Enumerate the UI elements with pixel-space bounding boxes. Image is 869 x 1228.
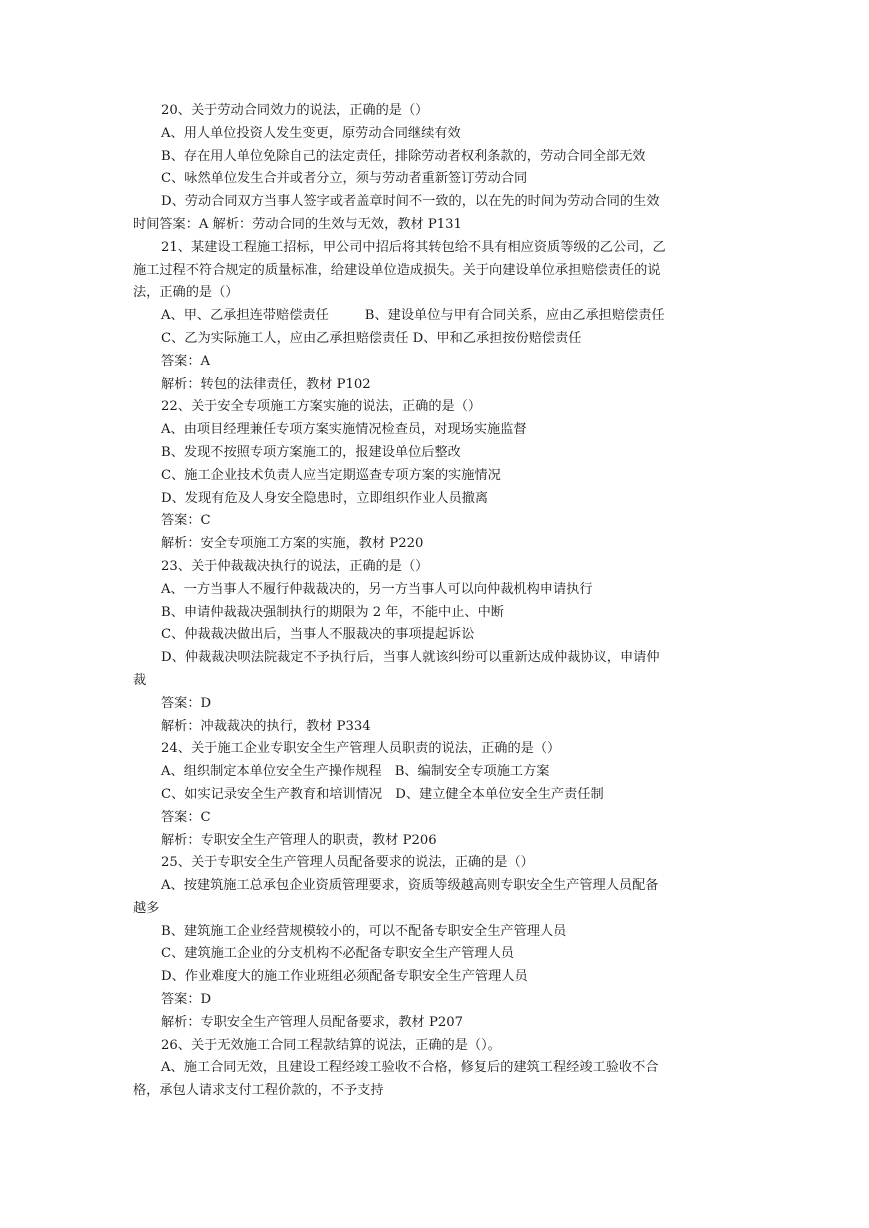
- text-line: [133, 533, 745, 556]
- text-segment: 26、关于无效施工合同工程款结算的说法，正确的是（）。: [161, 1037, 501, 1053]
- text-segment: C、乙为实际施工人，应由乙承担赔偿责任 D、甲和乙承担按份赔偿责任: [161, 330, 582, 346]
- text-line: [133, 168, 745, 191]
- text-segment: A、甲、乙承担连带赔偿责任: [161, 308, 329, 324]
- text-line: [133, 419, 745, 442]
- text-line: [133, 351, 745, 374]
- text-line: [133, 1035, 745, 1058]
- text-segment: B、发现不按照专项方案施工的，报建设单位后整改: [161, 444, 461, 460]
- text-line: [133, 807, 745, 830]
- text-segment: A、组织制定本单位安全生产操作规程 B、编制安全专项施工方案: [161, 764, 550, 780]
- text-line: [133, 761, 745, 784]
- text-segment: C、仲裁裁决做出后，当事人不服裁决的事项提起诉讼: [161, 627, 475, 643]
- text-line: [133, 556, 745, 579]
- text-segment: B、建设单位与甲有合同关系，应由乙承担赔偿责任: [364, 308, 665, 324]
- text-line: [133, 1057, 745, 1080]
- text-line: [133, 305, 745, 328]
- text-segment: 解析：专职安全生产管理人的职责，教材 P206: [161, 832, 437, 848]
- text-line: [133, 396, 745, 419]
- text-line: [133, 146, 745, 169]
- text-segment: C、施工企业技术负责人应当定期巡查专项方案的实施情况: [161, 467, 501, 483]
- text-line: [133, 830, 745, 853]
- text-line: [133, 579, 745, 602]
- text-segment: D、劳动合同双方当事人签字或者盖章时间不一致的，以在先的时间为劳动合同的生效: [161, 194, 660, 210]
- text-segment: B、申请仲裁裁决强制执行的期限为 2 年，不能中止、中断: [161, 604, 504, 620]
- text-segment: D、发现有危及人身安全隐患时，立即组织作业人员撤离: [161, 490, 489, 506]
- text-segment: 答案：D: [161, 695, 212, 711]
- text-segment: 答案：D: [161, 992, 212, 1008]
- text-segment: 裁: [133, 672, 147, 688]
- text-segment: 解析：安全专项施工方案的实施，教材 P220: [161, 536, 424, 552]
- text-segment: 21、某建设工程施工招标，甲公司中招后将其转包给不具有相应资质等级的乙公司，乙: [161, 239, 666, 255]
- text-line: [133, 1080, 745, 1103]
- text-line: [133, 328, 745, 351]
- text-segment: D、仲裁裁决呗法院裁定不予执行后，当事人就该纠纷可以重新达成仲裁协议，申请仲: [161, 650, 660, 666]
- text-line: [133, 282, 745, 305]
- text-line: [133, 214, 745, 237]
- text-line: [133, 442, 745, 465]
- text-line: [133, 693, 745, 716]
- text-line: [133, 966, 745, 989]
- text-segment: C、建筑施工企业的分支机构不必配备专职安全生产管理人员: [161, 946, 514, 962]
- document-page: [133, 100, 745, 1103]
- text-segment: 24、关于施工企业专职安全生产管理人员职责的说法，正确的是（）: [161, 741, 561, 757]
- text-segment: 解析：转包的法律责任，教材 P102: [161, 376, 371, 392]
- text-segment: 答案：C: [161, 809, 211, 825]
- text-segment: C、如实记录安全生产教育和培训情况 D、建立健全本单位安全生产责任制: [161, 786, 604, 802]
- text-segment: 解析：专职安全生产管理人员配备要求，教材 P207: [161, 1014, 463, 1030]
- text-segment: 答案：A: [161, 353, 211, 369]
- text-line: [133, 465, 745, 488]
- text-segment: 法，正确的是（）: [133, 285, 239, 301]
- text-segment: 解析：冲裁裁决的执行，教材 P334: [161, 718, 371, 734]
- text-line: [133, 488, 745, 511]
- text-segment: A、按建筑施工总承包企业资质管理要求，资质等级越高则专职安全生产管理人员配备: [161, 878, 659, 894]
- text-line: [133, 738, 745, 761]
- text-line: [133, 100, 745, 123]
- text-line: [133, 875, 745, 898]
- text-line: [133, 852, 745, 875]
- text-line: [133, 943, 745, 966]
- text-segment: 时间答案：A 解析：劳动合同的生效与无效，教材 P131: [133, 216, 462, 232]
- text-segment: 25、关于专职安全生产管理人员配备要求的说法，正确的是（）: [161, 855, 534, 871]
- text-segment: 格，承包人请求支付工程价款的，不予支持: [133, 1083, 384, 1099]
- text-segment: A、一方当事人不履行仲裁裁决的，另一方当事人可以向仲裁机构申请执行: [161, 581, 593, 597]
- text-line: [133, 237, 745, 260]
- text-segment: B、建筑施工企业经营规模较小的，可以不配备专职安全生产管理人员: [161, 923, 567, 939]
- text-line: [133, 510, 745, 533]
- text-segment: 施工过程不符合规定的质量标准，给建设单位造成损失。关于向建设单位承担赔偿责任的说: [133, 262, 661, 278]
- text-line: [133, 123, 745, 146]
- text-segment: A、用人单位投资人发生变更，原劳动合同继续有效: [161, 125, 461, 141]
- text-segment: A、由项目经理兼任专项方案实施情况检查员，对现场实施监督: [161, 422, 527, 438]
- text-segment: 22、关于安全专项施工方案实施的说法，正确的是（）: [161, 399, 482, 415]
- text-segment: D、作业难度大的施工作业班组必须配备专职安全生产管理人员: [161, 969, 528, 985]
- text-line: [133, 921, 745, 944]
- text-line: [133, 716, 745, 739]
- text-segment: 23、关于仲裁裁决执行的说法，正确的是（）: [161, 558, 429, 574]
- text-segment: 越多: [133, 900, 160, 916]
- text-segment: 答案：C: [161, 513, 211, 529]
- text-line: [133, 374, 745, 397]
- text-line: [133, 624, 745, 647]
- text-segment: C、咏然单位发生合并或者分立，须与劳动者重新签订劳动合同: [161, 171, 528, 187]
- text-line: [133, 191, 745, 214]
- text-line: [133, 670, 745, 693]
- text-line: [133, 989, 745, 1012]
- text-line: [133, 647, 745, 670]
- text-line: [133, 602, 745, 625]
- text-line: [133, 260, 745, 283]
- text-segment: 20、关于劳动合同效力的说法，正确的是（）: [161, 103, 429, 118]
- text-line: [133, 898, 745, 921]
- text-line: [133, 1012, 745, 1035]
- text-segment: B、存在用人单位免除自己的法定责任，排除劳动者权利条款的，劳动合同全部无效: [161, 148, 646, 164]
- text-line: [133, 784, 745, 807]
- text-segment: A、施工合同无效，且建设工程经竣工验收不合格，修复后的建筑工程经竣工验收不合: [161, 1060, 659, 1076]
